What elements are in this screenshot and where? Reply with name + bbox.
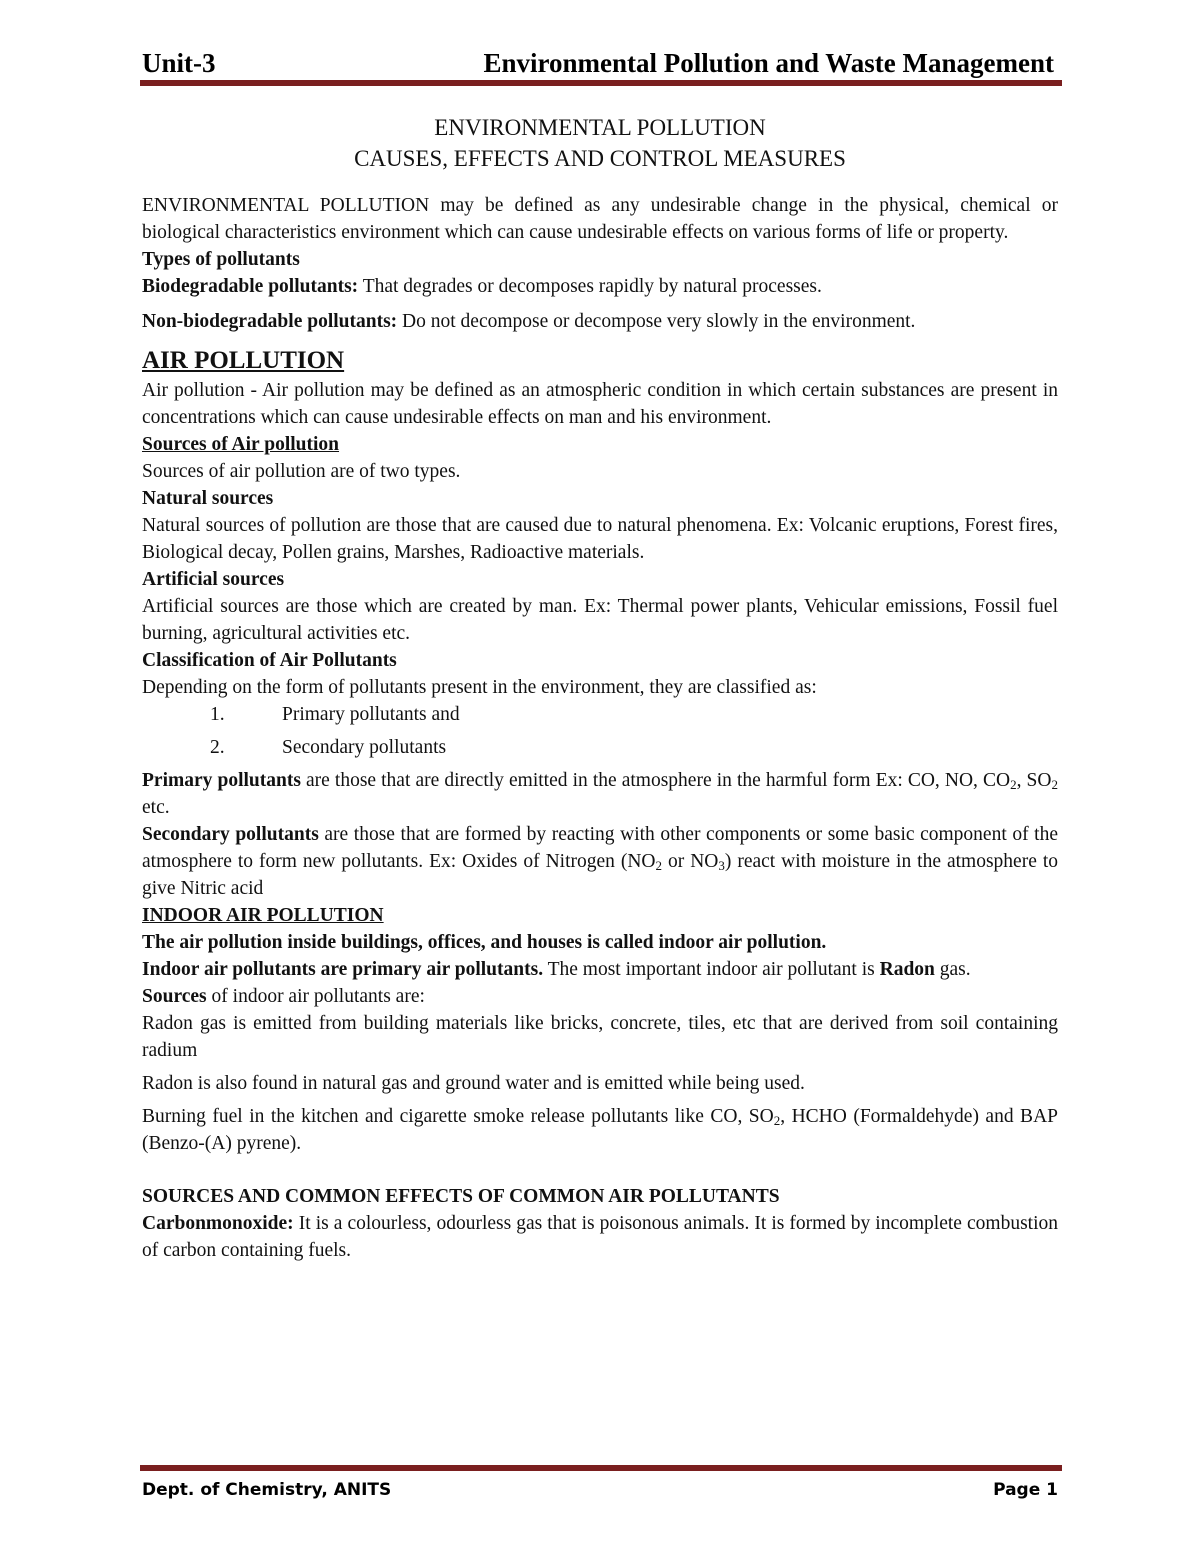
list-item-label: Secondary pollutants [282,737,447,758]
page-header [140,44,1062,80]
secondary-pollutants-paragraph: Secondary pollutants are those that are formed by reacting with other components or some basic component of the atmosphere to form new pollutants. Ex: Oxides of Nitrogen ($NO_2$ or $NO_3$) react with moisture in the atmosphere to give Nitric acid [142,824,1059,899]
header-subject: Environmental Pollution and Waste Management [483,48,1054,78]
air-definition: Air pollution - Air pollution may be defined as an atmospheric condition in which certain substances are present in concentrations which can cause undesirable effects on man and his environment. [142,380,1058,428]
list-item [142,734,1058,761]
biodegradable-text: That degrades or decomposes rapidly by natural processes. [358,276,822,297]
classification-text: Depending on the form of pollutants present in the environment, they are classified as: [142,677,817,698]
indoor-sources-paragraph: Sources of indoor air pollutants are: [142,986,425,1007]
indoor-definition: The air pollution inside buildings, offices, and houses is called indoor air pollution. [142,932,827,953]
radon-paragraph-2: Radon is also found in natural gas and ground water and is emitted while being used. [142,1073,805,1094]
burning-fuel-paragraph: Burning fuel in the kitchen and cigarette smoke release pollutants like CO, $SO_2$, HCHO (Formaldehyde) and BAP (Benzo-(A) pyrene). [142,1106,1058,1154]
carbonmonoxide-paragraph: Carbonmonoxide: It is a colourless, odourless gas that is poisonous animals. It is formed by incomplete combustion of carbon containing fuels. [142,1213,1058,1261]
secondary-term: Secondary pollutants [142,824,319,845]
primary-pollutants-paragraph: Primary pollutants are those that are directly emitted in the atmosphere in the harmful form Ex: CO, NO, $CO_2$, $SO_2$ etc. [142,770,1058,818]
nonbiodegradable-paragraph [142,308,1058,335]
biodegradable-paragraph [142,273,1058,300]
air-sources-text: Sources of air pollution are of two types. [142,461,461,482]
artificial-sources-text: Artificial sources are those which are created by man. Ex: Thermal power plants, Vehicular emissions, Fossil fuel burning, agricultural activities etc. [142,596,1058,644]
list-item-number: 2. [210,737,225,758]
footer-rule [140,1465,1062,1471]
classification-heading: Classification of Air Pollutants [142,650,397,671]
classification-list [142,701,1058,761]
primary-term: Primary pollutants [142,770,301,791]
indoor-primary-paragraph: Indoor air pollutants are primary air pollutants. The most important indoor air pollutant is Radon gas. [142,959,971,980]
air-pollution-heading: AIR POLLUTION [142,347,345,374]
intro-text: may be defined as any undesirable change in the physical, chemical or biological characteristics environment which can cause undesirable effects on various forms of life or property. [142,195,1058,243]
types-heading: Types of pollutants [142,249,300,270]
indoor-heading: INDOOR AIR POLLUTION [142,905,384,926]
header-unit: Unit-3 [142,48,216,78]
list-item-label: Primary pollutants and [282,704,460,725]
sources-effects-heading: SOURCES AND COMMON EFFECTS OF COMMON AIR POLLUTANTS [142,1186,780,1207]
list-item [142,701,1058,728]
footer-page-number: Page 1 [993,1480,1058,1500]
air-sources-heading: Sources of Air pollution [142,434,340,455]
document-title-line2: CAUSES, EFFECTS AND CONTROL MEASURES [354,146,846,171]
radon-paragraph-1: Radon gas is emitted from building materials like bricks, concrete, tiles, etc that are derived from soil containing radium [142,1013,1058,1061]
intro-paragraph [142,192,1058,246]
page-body [142,112,1058,1264]
biodegradable-term: Biodegradable pollutants: [142,276,359,297]
intro-term: ENVIRONMENTAL POLLUTION [142,195,430,216]
document-title-line1: ENVIRONMENTAL POLLUTION [434,115,766,140]
list-item-number: 1. [210,704,225,725]
nonbiodegradable-term: Non-biodegradable pollutants: [142,311,398,332]
artificial-sources-heading: Artificial sources [142,569,285,590]
natural-sources-heading: Natural sources [142,488,274,509]
nonbiodegradable-text: Do not decompose or decompose very slowly in the environment. [397,311,916,332]
header-rule [140,80,1062,86]
footer-department: Dept. of Chemistry, ANITS [142,1480,392,1500]
natural-sources-text: Natural sources of pollution are those that are caused due to natural phenomena. Ex: Volcanic eruptions, Forest fires, Biological decay, Pollen grains, Marshes, Radioactive materials. [142,515,1058,563]
